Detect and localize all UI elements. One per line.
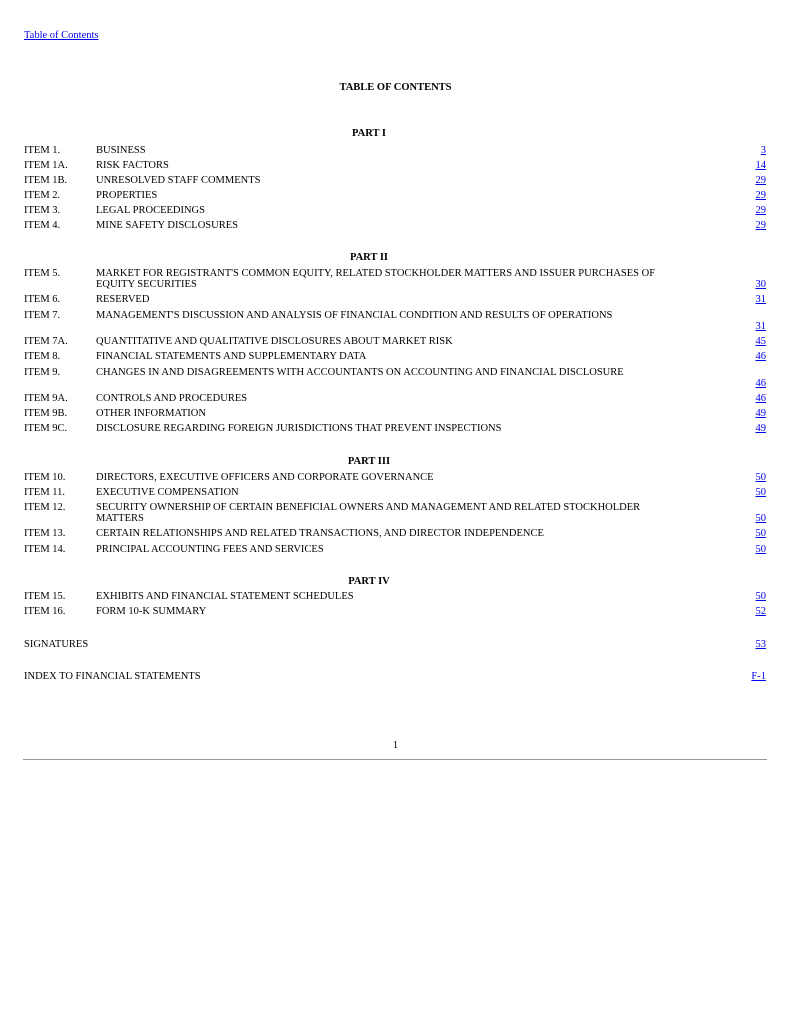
item-number: ITEM 7A. (24, 336, 68, 347)
page-link[interactable]: 50 (755, 591, 766, 602)
item-title: EXECUTIVE COMPENSATION (96, 487, 239, 498)
page-link[interactable]: 50 (755, 487, 766, 498)
item-number: ITEM 9. (24, 367, 61, 378)
item-title: CHANGES IN AND DISAGREEMENTS WITH ACCOUNTANTS ON ACCOUNTING AND FINANCIAL DISCLOSURE (96, 367, 624, 378)
item-title: RESERVED (96, 294, 150, 305)
item-title: OTHER INFORMATION (96, 408, 206, 419)
item-number: ITEM 16. (24, 606, 66, 617)
item-title: FINANCIAL STATEMENTS AND SUPPLEMENTARY DATA (96, 351, 367, 362)
item-title: UNRESOLVED STAFF COMMENTS (96, 175, 261, 186)
page-link[interactable]: 3 (760, 145, 766, 156)
page-link[interactable]: 45 (755, 336, 766, 347)
item-title: MARKET FOR REGISTRANT'S COMMON EQUITY, RELATED STOCKHOLDER MATTERS AND ISSUER PURCHASES OF EQUITY SECURITIES (96, 268, 656, 290)
item-number: ITEM 5. (24, 268, 61, 279)
item-title: DISCLOSURE REGARDING FOREIGN JURISDICTIONS THAT PREVENT INSPECTIONS (96, 423, 502, 434)
item-title: MINE SAFETY DISCLOSURES (96, 220, 238, 231)
item-number: ITEM 1A. (24, 160, 68, 171)
part-heading: PART I (352, 128, 386, 139)
item-number: ITEM 2. (24, 190, 61, 201)
page-link[interactable]: 46 (755, 351, 766, 362)
item-number: ITEM 4. (24, 220, 61, 231)
item-number: ITEM 9A. (24, 393, 68, 404)
page-link[interactable]: 29 (755, 190, 766, 201)
item-number: ITEM 1. (24, 145, 61, 156)
table-of-contents-link[interactable]: Table of Contents (24, 30, 99, 41)
item-title: DIRECTORS, EXECUTIVE OFFICERS AND CORPORATE GOVERNANCE (96, 472, 434, 483)
page-link[interactable]: 46 (755, 378, 766, 389)
item-number: ITEM 14. (24, 544, 66, 555)
part-heading: PART III (347, 456, 391, 467)
item-title: RISK FACTORS (96, 160, 169, 171)
page-link[interactable]: 29 (755, 205, 766, 216)
page-link[interactable]: 29 (755, 220, 766, 231)
section-label: SIGNATURES (24, 639, 89, 650)
item-number: ITEM 8. (24, 351, 61, 362)
part-heading: PART IV (348, 576, 390, 587)
item-number: ITEM 6. (24, 294, 61, 305)
part-heading: PART II (349, 252, 389, 263)
page-number: 1 (392, 740, 399, 751)
item-title: CERTAIN RELATIONSHIPS AND RELATED TRANSACTIONS, AND DIRECTOR INDEPENDENCE (96, 528, 544, 539)
page-link[interactable]: 50 (755, 544, 766, 555)
page-link[interactable]: 49 (755, 408, 766, 419)
page-link[interactable]: 52 (755, 606, 766, 617)
page-link[interactable]: 50 (755, 528, 766, 539)
item-title: LEGAL PROCEEDINGS (96, 205, 205, 216)
item-number: ITEM 13. (24, 528, 66, 539)
item-number: ITEM 15. (24, 591, 66, 602)
item-title: FORM 10-K SUMMARY (96, 606, 207, 617)
item-title: CONTROLS AND PROCEDURES (96, 393, 248, 404)
footer-divider (23, 759, 767, 760)
page-link[interactable]: 29 (755, 175, 766, 186)
page-link[interactable]: 50 (755, 472, 766, 483)
item-number: ITEM 12. (24, 502, 66, 513)
page-title: TABLE OF CONTENTS (339, 82, 452, 93)
page-link[interactable]: 14 (755, 160, 766, 171)
item-number: ITEM 11. (24, 487, 66, 498)
page-link[interactable]: 31 (755, 294, 766, 305)
page-link[interactable]: 30 (755, 279, 766, 290)
item-title: PROPERTIES (96, 190, 158, 201)
page-link[interactable]: 46 (755, 393, 766, 404)
item-number: ITEM 7. (24, 310, 61, 321)
item-number: ITEM 10. (24, 472, 66, 483)
page-link[interactable]: 50 (755, 513, 766, 524)
section-label: INDEX TO FINANCIAL STATEMENTS (24, 671, 201, 682)
item-title: BUSINESS (96, 145, 146, 156)
item-title: EXHIBITS AND FINANCIAL STATEMENT SCHEDULES (96, 591, 354, 602)
item-number: ITEM 3. (24, 205, 61, 216)
item-number: ITEM 9C. (24, 423, 68, 434)
item-number: ITEM 1B. (24, 175, 68, 186)
item-title: MANAGEMENT'S DISCUSSION AND ANALYSIS OF FINANCIAL CONDITION AND RESULTS OF OPERATIONS (96, 310, 613, 321)
item-title: QUANTITATIVE AND QUALITATIVE DISCLOSURES ABOUT MARKET RISK (96, 336, 453, 347)
item-number: ITEM 9B. (24, 408, 68, 419)
item-title: PRINCIPAL ACCOUNTING FEES AND SERVICES (96, 544, 324, 555)
page-link[interactable]: F-1 (751, 671, 766, 682)
item-title: SECURITY OWNERSHIP OF CERTAIN BENEFICIAL OWNERS AND MANAGEMENT AND RELATED STOCKHOLDER MATTERS (96, 502, 641, 524)
page-link[interactable]: 31 (755, 321, 766, 332)
page-link[interactable]: 49 (755, 423, 766, 434)
page-link[interactable]: 53 (755, 639, 766, 650)
